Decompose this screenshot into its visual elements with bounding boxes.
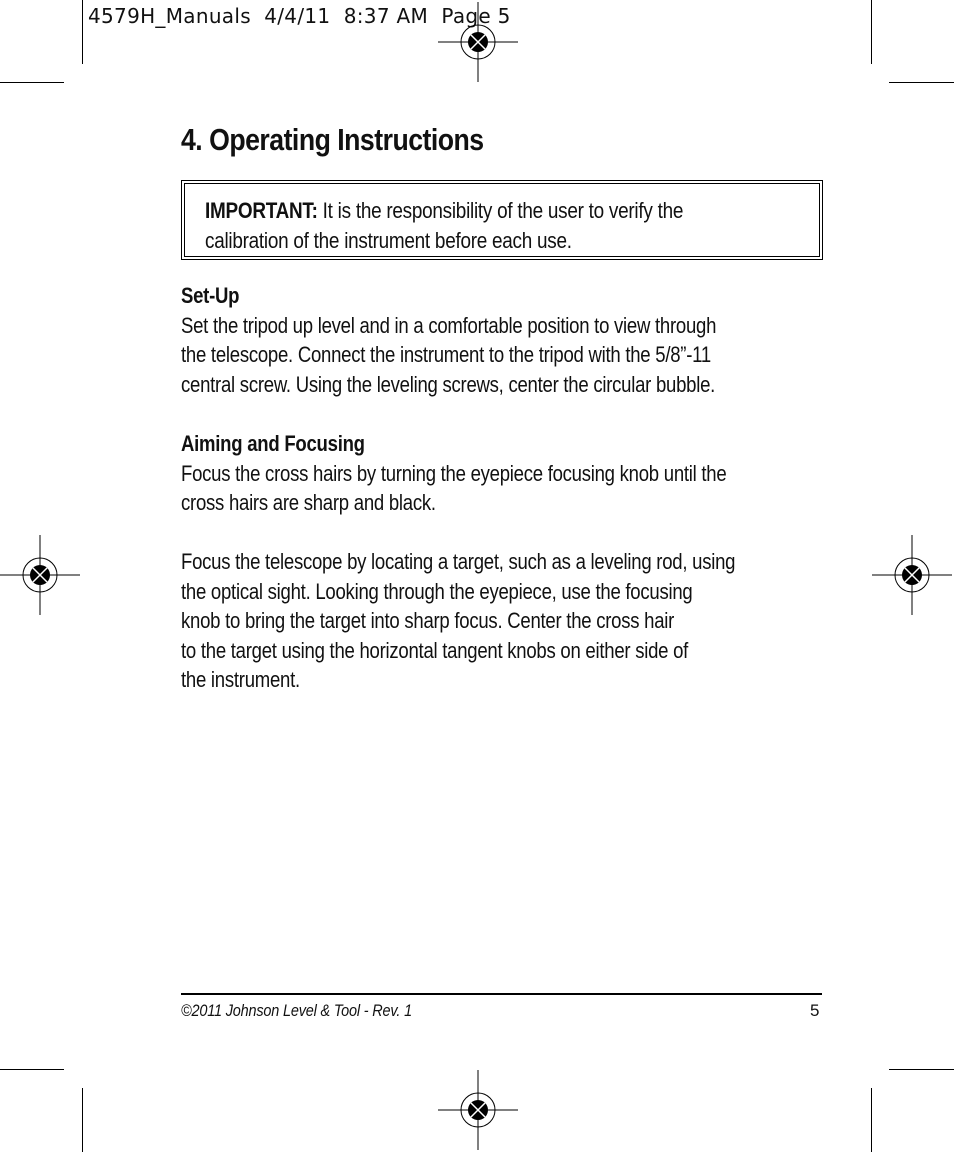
important-notice-text <box>205 196 755 256</box>
crop-mark <box>0 1069 64 1070</box>
footer-rule <box>181 993 822 995</box>
text-line: the telescope. Connect the instrument to the tripod with the 5/8”-11 <box>181 342 711 367</box>
notice-line-2: calibration of the instrument before each use. <box>205 228 572 253</box>
text-line: the instrument. <box>181 667 300 692</box>
important-notice-box <box>181 180 823 260</box>
footer-copyright: ©2011 Johnson Level & Tool - Rev. 1 <box>181 1001 412 1020</box>
crop-mark <box>889 1069 954 1070</box>
registration-mark-icon <box>438 2 518 82</box>
registration-mark-icon <box>438 1070 518 1150</box>
section-heading: Aiming and Focusing <box>181 431 365 456</box>
page-title: 4. Operating Instructions <box>181 122 484 157</box>
setup-section <box>181 281 822 399</box>
text-line: Focus the telescope by locating a target, such as a leveling rod, using <box>181 549 736 574</box>
aiming-focusing-paragraph-2 <box>181 547 822 695</box>
important-label: IMPORTANT: <box>205 198 318 223</box>
crop-mark <box>82 1088 83 1152</box>
crop-mark <box>82 0 83 64</box>
crop-mark <box>871 0 872 64</box>
crop-mark <box>889 82 954 83</box>
text-line: central screw. Using the leveling screws, center the circular bubble. <box>181 371 716 397</box>
page-number: 5 <box>810 1001 820 1020</box>
registration-mark-icon <box>872 535 952 615</box>
registration-mark-icon <box>0 535 80 615</box>
text-line: knob to bring the target into sharp focus. Center the cross hair <box>181 608 675 633</box>
printer-slug: 4579H_Manuals 4/4/11 8:37 AM Page 5 <box>88 4 511 28</box>
text-line: cross hairs are sharp and black. <box>181 490 436 515</box>
section-paragraph <box>181 459 822 518</box>
text-line: Set the tripod up level and in a comfortable position to view through <box>181 312 717 338</box>
section-paragraph <box>181 311 822 400</box>
section-paragraph <box>181 547 822 695</box>
section-heading: Set-Up <box>181 283 240 308</box>
aiming-focusing-section <box>181 429 822 518</box>
text-line: to the target using the horizontal tangent knobs on either side of <box>181 637 689 663</box>
notice-line-1: It is the responsibility of the user to verify the <box>317 198 684 223</box>
crop-mark <box>0 82 64 83</box>
crop-mark <box>871 1088 872 1152</box>
text-line: Focus the cross hairs by turning the eyepiece focusing knob until the <box>181 460 727 486</box>
text-line: the optical sight. Looking through the eyepiece, use the focusing <box>181 578 693 604</box>
